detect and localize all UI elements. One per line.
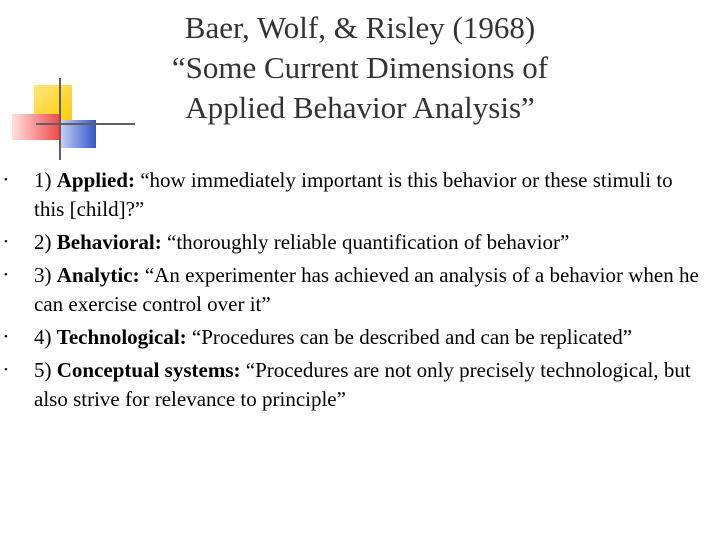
item-number: 1) bbox=[34, 168, 52, 192]
item-term: Behavioral: bbox=[56, 230, 162, 254]
bullet-icon: • bbox=[4, 331, 8, 343]
decorative-squares-logo bbox=[0, 0, 140, 170]
bullet-icon: • bbox=[4, 236, 8, 248]
list-item bbox=[4, 228, 708, 257]
item-term: Analytic: bbox=[56, 263, 140, 287]
list-item bbox=[4, 356, 708, 414]
item-term: Conceptual systems: bbox=[56, 358, 241, 382]
bullet-icon: • bbox=[4, 269, 8, 281]
title-line: Applied Behavior Analysis” bbox=[185, 90, 535, 125]
item-number: 5) bbox=[34, 358, 52, 382]
item-text: “Procedures are not only precisely technological, but also strive for relevance to principle” bbox=[34, 358, 691, 411]
bullet-list bbox=[4, 166, 708, 418]
bullet-icon: • bbox=[4, 174, 8, 186]
item-text: “how immediately important is this behavior or these stimuli to this [child]?” bbox=[34, 168, 673, 221]
red-square bbox=[12, 114, 60, 140]
slide-title bbox=[140, 8, 580, 128]
item-number: 4) bbox=[34, 325, 52, 349]
title-line: Baer, Wolf, & Risley (1968) bbox=[184, 10, 536, 45]
item-number: 3) bbox=[34, 263, 52, 287]
bullet-icon: • bbox=[4, 364, 8, 376]
item-term: Applied: bbox=[56, 168, 135, 192]
item-text: “An experimenter has achieved an analysis of a behavior when he can exercise control over it” bbox=[34, 263, 699, 316]
list-item bbox=[4, 261, 708, 319]
item-text: “thoroughly reliable quantification of behavior” bbox=[167, 230, 570, 254]
item-text: “Procedures can be described and can be replicated” bbox=[191, 325, 633, 349]
list-item bbox=[4, 166, 708, 224]
list-item bbox=[4, 323, 708, 352]
item-term: Technological: bbox=[56, 325, 187, 349]
item-number: 2) bbox=[34, 230, 52, 254]
title-line: “Some Current Dimensions of bbox=[171, 50, 549, 85]
